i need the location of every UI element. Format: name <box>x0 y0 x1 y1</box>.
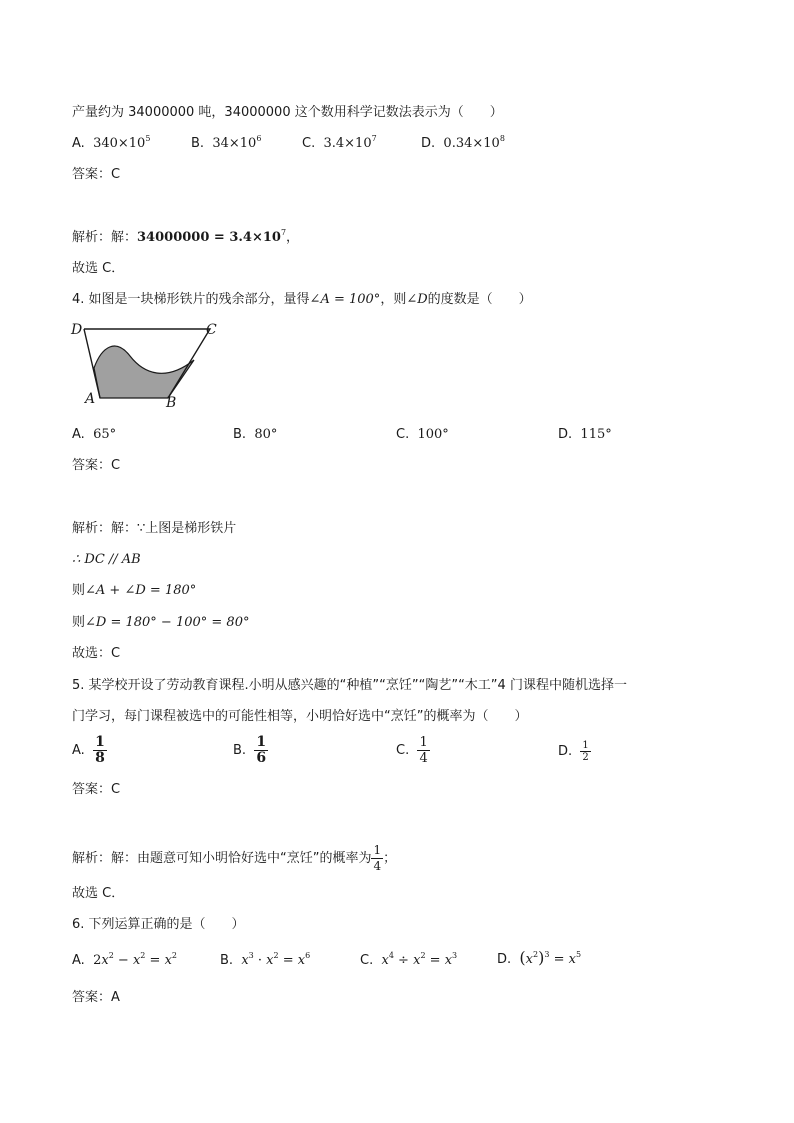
q3-analysis: 解析：解：$34000000 = 3.4\times 10^7$， <box>72 228 300 245</box>
vertex-label-a: A <box>85 391 96 407</box>
q6-option-b[interactable]: B. $x^3 \cdot x^2 = x^6$ <box>220 951 311 968</box>
q4-option-b[interactable]: B. 80° <box>233 427 278 442</box>
q5-conclusion: 故选 C． <box>72 886 125 901</box>
vertex-label-b: B <box>166 395 177 410</box>
q3-stem: 产量约为 34000000 吨，34000000 这个数用科学记数法表示为（ ） <box>72 105 503 120</box>
q4-analysis-line3: 则∠A + ∠D = 180° <box>72 583 197 598</box>
shaded-remnant <box>94 346 194 398</box>
q6-option-d[interactable]: D. $(x^2)^3 = x^5$ <box>497 948 582 967</box>
trapezoid-figure <box>70 318 230 410</box>
vertex-label-d: D <box>71 322 83 338</box>
q6-option-a[interactable]: A. $2x^2 - x^2 = x^2$ <box>72 951 177 968</box>
q3-option-d[interactable]: D. $0.34\times 10^8$ <box>421 134 505 151</box>
q4-stem: 4. 如图是一块梯形铁片的残余部分，量得∠A = 100°，则∠D的度数是（ ） <box>72 292 532 307</box>
q6-stem: 6. 下列运算正确的是（ ） <box>72 917 245 932</box>
q3-conclusion: 故选 C． <box>72 261 125 276</box>
q5-option-a[interactable]: A. $\frac{1}{8}$ <box>72 734 105 766</box>
q6-answer: 答案：A <box>72 990 120 1005</box>
vertex-label-c: C <box>206 322 217 338</box>
q5-stem-line1: 5. 某学校开设了劳动教育课程.小明从感兴趣的“种植”“烹饪”“陶艺”“木工”4 门课程中随机选择一 <box>72 678 627 693</box>
q5-stem-line2: 门学习，每门课程被选中的可能性相等，小明恰好选中“烹饪”的概率为（ ） <box>72 709 528 724</box>
q4-conclusion: 故选：C <box>72 646 121 661</box>
q4-analysis-line4: 则∠D = 180° − 100° = 80° <box>72 615 250 630</box>
q3-option-c[interactable]: C. $3.4\times 10^7$ <box>302 134 377 151</box>
q4-answer: 答案：C <box>72 458 121 473</box>
q3-answer: 答案：C <box>72 167 121 182</box>
q4-option-a[interactable]: A. 65° <box>72 427 117 442</box>
q3-option-a[interactable]: A. $340\times 10^5$ <box>72 134 151 151</box>
q5-option-c[interactable]: C. $\frac{1}{4}$ <box>396 735 428 766</box>
q4-analysis-line2: ∴ DC // AB <box>72 552 141 567</box>
q4-option-d[interactable]: D. 115° <box>558 427 612 442</box>
q5-answer: 答案：C <box>72 782 121 797</box>
q3-option-b[interactable]: B. $34\times 10^6$ <box>191 134 262 151</box>
q4-analysis-line1: 解析：解：∵上图是梯形铁片 <box>72 521 237 536</box>
q6-option-c[interactable]: C. $x^4 \div x^2 = x^3$ <box>360 951 458 968</box>
q5-analysis: 解析：解：由题意可知小明恰好选中“烹饪”的概率为 $\frac{1}{4}$ ； <box>72 843 397 873</box>
q4-option-c[interactable]: C. 100° <box>396 427 449 442</box>
q5-option-b[interactable]: B. $\frac{1}{6}$ <box>233 734 267 766</box>
q5-option-d[interactable]: D. $\frac{1}{2}$ <box>558 740 589 763</box>
